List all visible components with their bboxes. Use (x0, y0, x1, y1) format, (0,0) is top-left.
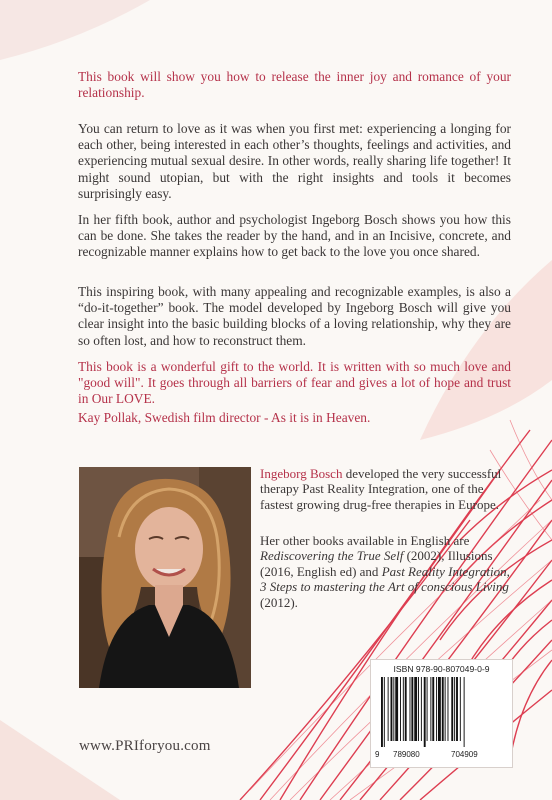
book-title-2: Illusions (2016, English ed) (260, 548, 493, 579)
barcode-bar (424, 677, 426, 747)
website-url: www.PRIforyou.com (79, 738, 211, 754)
barcode-bar (460, 677, 461, 741)
barcode-bar (430, 677, 431, 741)
barcode-bar (464, 677, 465, 747)
other-books-intro: Her other books available in English are (260, 533, 470, 548)
book-join: and (356, 563, 382, 579)
author-bio (260, 466, 515, 512)
book-year-3: (2012). (260, 594, 298, 610)
isbn-barcode (370, 659, 513, 768)
book-title-1: Rediscovering the True Self (260, 548, 404, 564)
barcode-bar (403, 677, 404, 741)
barcode-bar (432, 677, 434, 741)
barcode-bar (445, 677, 446, 741)
barcode-bar (411, 677, 413, 741)
barcode-bar (400, 677, 401, 741)
barcode-bar (456, 677, 458, 741)
barcode-group-1: 789080 (393, 750, 420, 759)
barcode-bar (418, 677, 419, 741)
barcode-bar (405, 677, 407, 741)
body-paragraph-3: This inspiring book, with many appealing and recognizable examples, is also a “do-it-together” book. The model developed by Ingeborg Bosch will give you clear insight into the basic building blocks of a loving relationship, why they are so often lost, and how to reconstruct them. (78, 284, 511, 348)
barcode-group-2: 704909 (451, 750, 478, 759)
intro-text: This book will show you how to release the inner joy and romance of your relationship. (78, 69, 511, 101)
barcode-bars (381, 677, 503, 747)
barcode-bar (410, 677, 411, 741)
barcode-bar (421, 677, 422, 741)
barcode-bar (438, 677, 441, 741)
barcode-bar (381, 677, 383, 747)
barcode-digit-left: 9 (375, 750, 380, 759)
barcode-bar (395, 677, 398, 741)
barcode-bar (454, 677, 455, 741)
barcode-bar (427, 677, 428, 741)
author-bio-text: developed the very successful therapy Past Reality Integration, one of the fastest growing drug-free therapies in Europe. (260, 466, 502, 512)
book-year-1: (2002), (403, 548, 448, 564)
book-title-3: Past Reality Integration, 3 Steps to mastering the Art of conscious Living (260, 563, 510, 595)
quote-attribution: Kay Pollak, Swedish film director - As it is in Heaven. (78, 410, 371, 425)
other-books (260, 533, 515, 610)
body-paragraph-2: In her fifth book, author and psychologist Ingeborg Bosch shows you how this can be done. She takes the reader by the hand, and in an Incisive, concrete, and recognizable manner explains how to get back to the love you once shared. (78, 212, 511, 260)
author-name: Ingeborg Bosch (260, 466, 343, 481)
barcode-bar (451, 677, 453, 741)
isbn-number: ISBN 978-90-807049-0-9 (393, 664, 490, 674)
author-photo (79, 467, 251, 688)
barcode-bar (414, 677, 417, 741)
barcode-bar (391, 677, 393, 741)
body-paragraph-1: You can return to love as it was when you first met: experiencing a longing for each other, being interested in each other’s thoughts, feelings and activities, and experiencing mutual sexual desire. In other words, really sharing life together! It might sound utopian, but with the right insights and tools it becomes surprisingly easy. (78, 121, 511, 201)
barcode-bar (384, 677, 385, 747)
barcode-bar (388, 677, 389, 741)
barcode-bar (393, 677, 394, 741)
barcode-bar (436, 677, 437, 741)
barcode-bar (442, 677, 444, 741)
review-quote: This book is a wonderful gift to the world. It is written with so much love and "good will". It goes through all barriers of fear and gives a lot of hope and trust in Our LOVE. (78, 359, 511, 407)
barcode-bar (448, 677, 449, 741)
